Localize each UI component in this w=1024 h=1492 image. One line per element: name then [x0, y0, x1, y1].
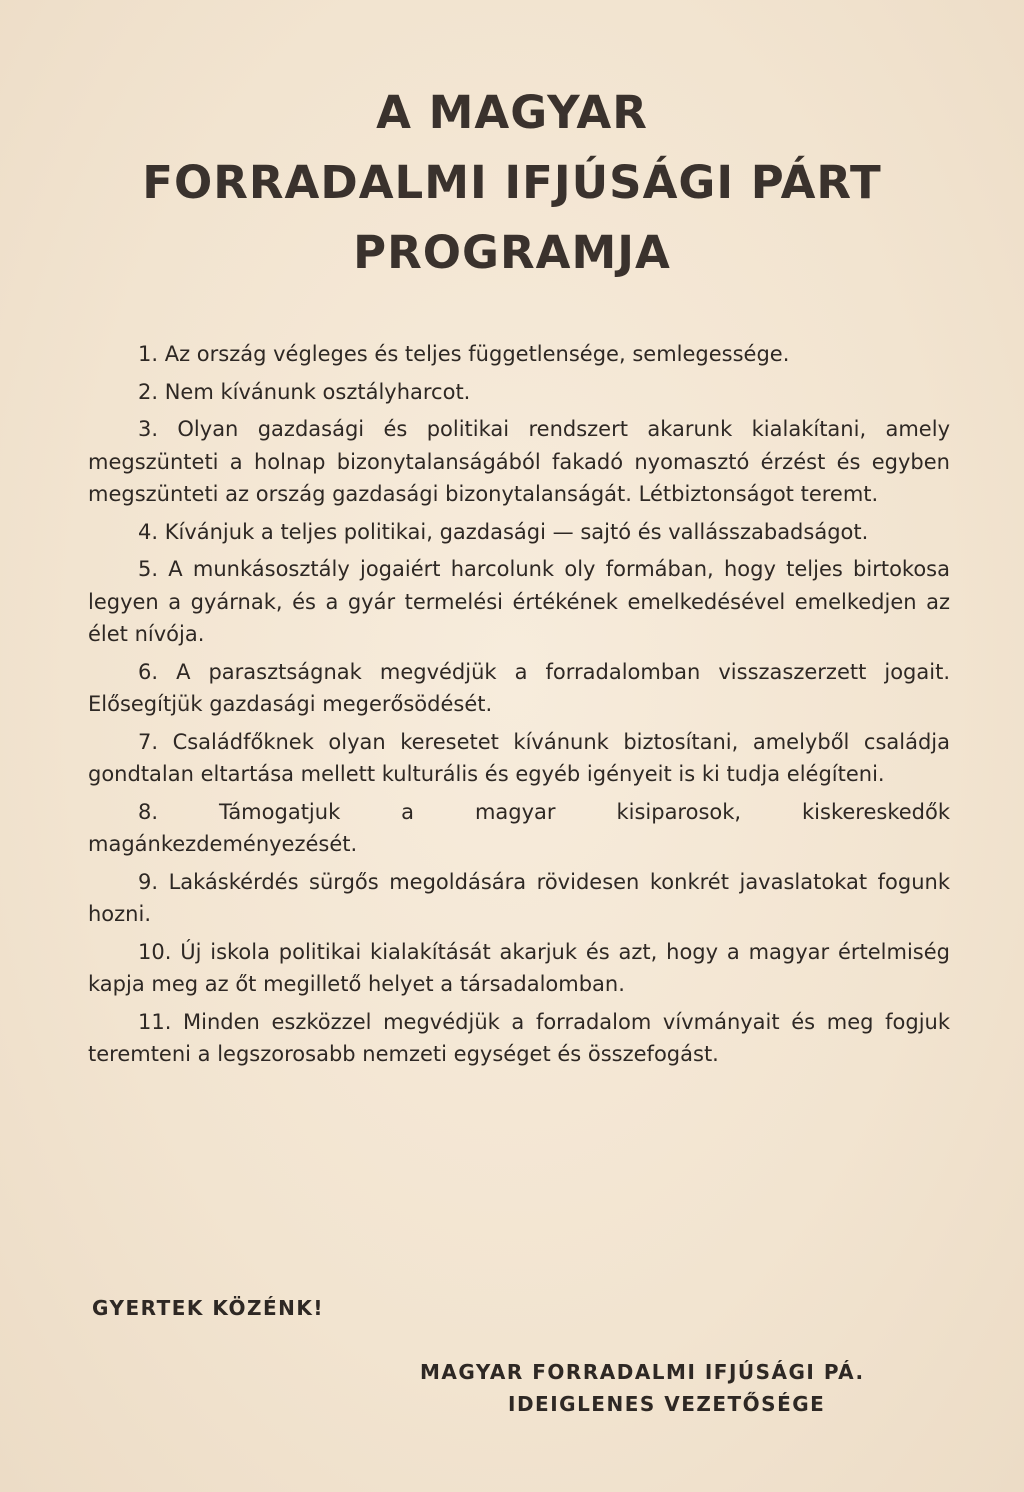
program-item: 3. Olyan gazdasági és politikai rendszert akarunk kialakítani, amely megszünteti a holnap bizonytalanságából fakadó nyomasztó érzést és egyben megszünteti az ország gazdasági bizonytalanságát. Létbiztonságot teremt.: [88, 417, 950, 506]
program-item: 1. Az ország végleges és teljes függetlensége, semlegessége.: [138, 342, 790, 366]
program-item: 8. Támogatjuk a magyar kisiparosok, kiskereskedők magánkezdeményezését.: [88, 799, 950, 856]
program-list: [88, 338, 950, 1076]
signature-block: [420, 1356, 980, 1420]
program-item: 5. A munkásosztály jogaiért harcolunk oly formában, hogy teljes birtokosa legyen a gyárnak, és a gyár termelési értékének emelkedésével emelkedjen az élet nívója.: [88, 557, 950, 646]
program-item: 2. Nem kívánunk osztályharcot.: [138, 379, 471, 404]
closing-call: GYERTEK KÖZÉNK!: [92, 1296, 325, 1320]
signature-line: IDEIGLENES VEZETŐSÉGE: [508, 1392, 826, 1416]
program-item: 10. Új iskola politikai kialakítását akarjuk és azt, hogy a magyar értelmiség kapja meg az őt megillető helyet a társadalomban.: [88, 939, 950, 996]
program-item: 4. Kívánjuk a teljes politikai, gazdasági — sajtó és vallásszabadságot.: [138, 519, 869, 544]
program-item: 11. Minden eszközzel megvédjük a forradalom vívmányait és meg fogjuk teremteni a legszorosabb nemzeti egységet és összefogást.: [88, 1009, 950, 1066]
program-item: 6. A parasztságnak megvédjük a forradalomban visszaszerzett jogait. Elősegítjük gazdasági megerősödését.: [88, 659, 950, 716]
title-line: A MAGYAR: [376, 86, 648, 139]
program-item: 7. Családfőknek olyan keresetet kívánunk biztosítani, amelyből családja gondtalan eltartása mellett kulturális és egyéb igényeit is ki tudja elégíteni.: [88, 729, 950, 786]
signature-line: MAGYAR FORRADALMI IFJÚSÁGI PÁ.: [420, 1360, 865, 1384]
program-item: 9. Lakáskérdés sürgős megoldására rövidesen konkrét javaslatokat fogunk hozni.: [88, 869, 950, 926]
title-line: PROGRAMJA: [353, 226, 671, 279]
title-line: FORRADALMI IFJÚSÁGI PÁRT: [142, 156, 882, 209]
document-title: [80, 78, 944, 288]
